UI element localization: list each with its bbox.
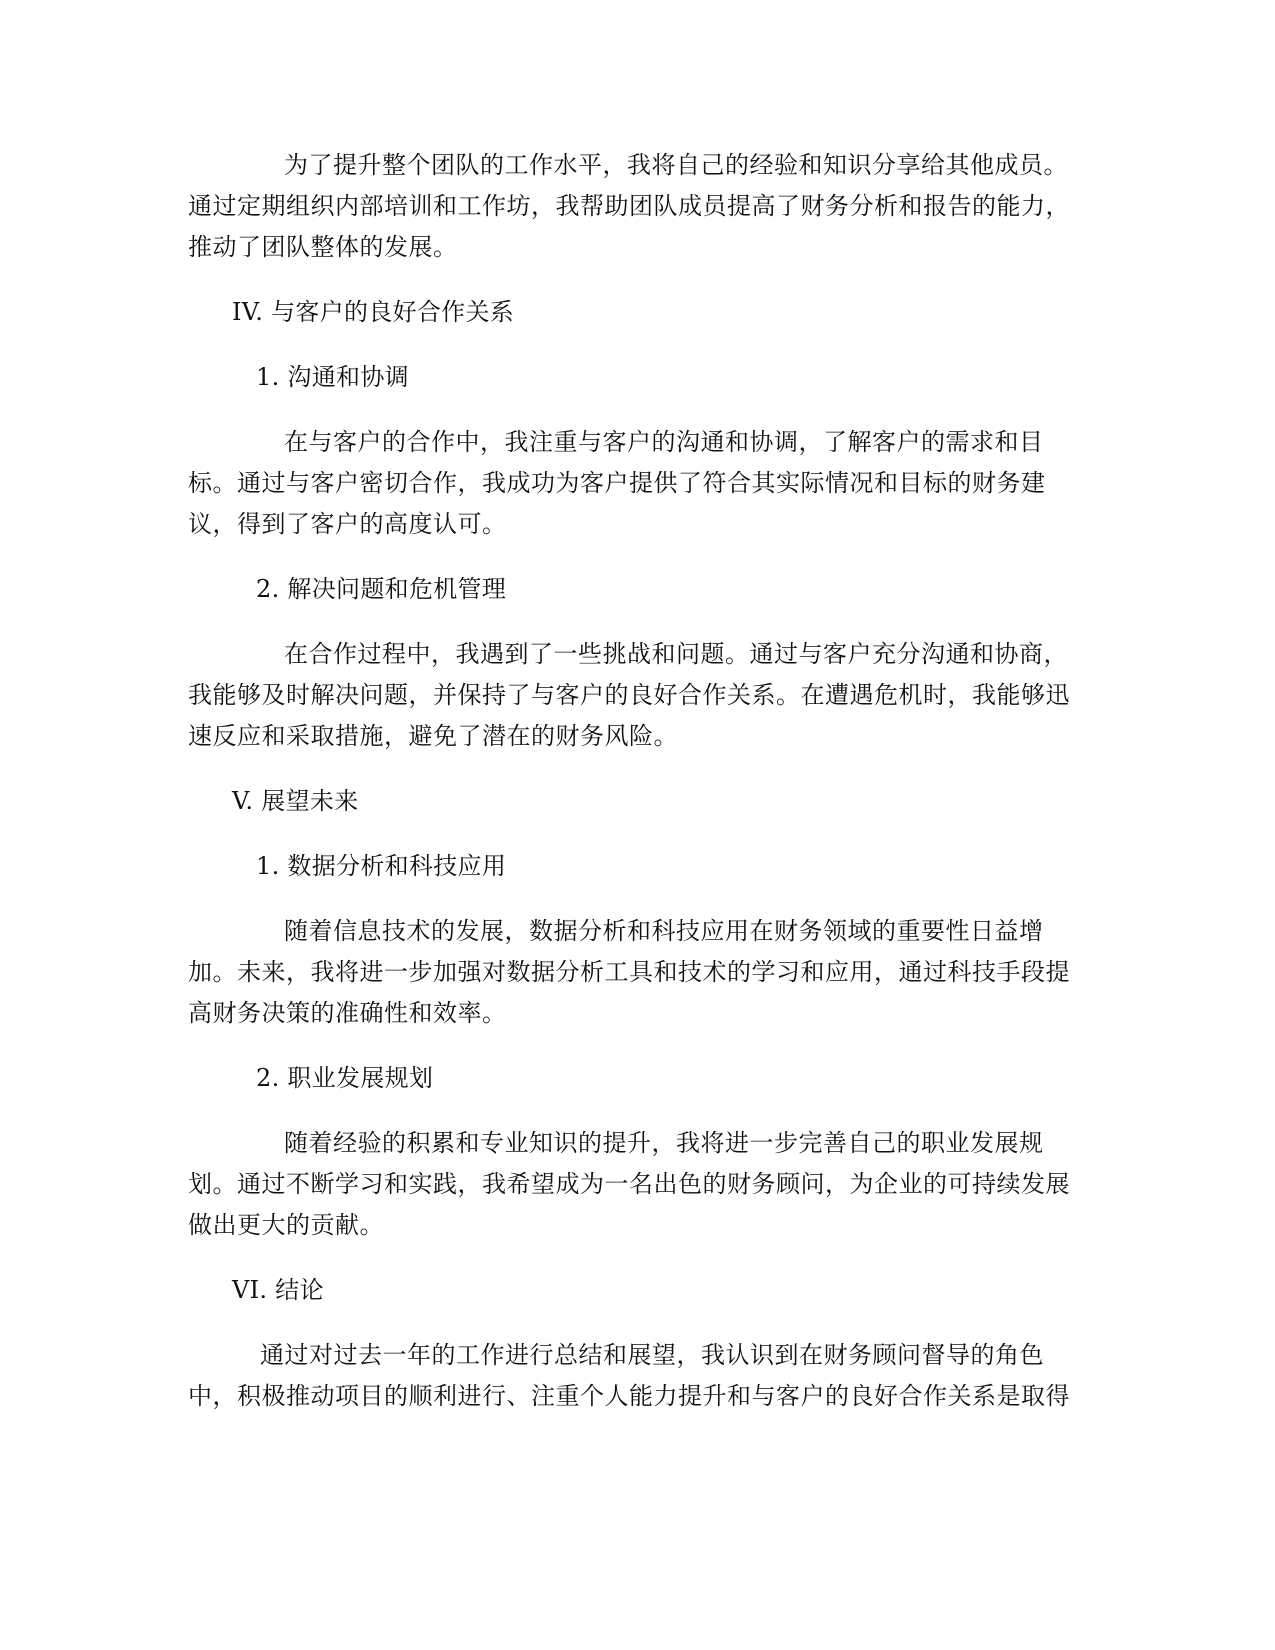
subsection-heading-crisis-management: 2. 解决问题和危机管理 bbox=[256, 575, 507, 603]
paragraph-conclusion: 通过对过去一年的工作进行总结和展望，我认识到在财务顾问督导的角色中，积极推动项目的顺利进行、注重个人能力提升和与客户的良好合作关系是取得 bbox=[188, 1341, 1070, 1410]
section-heading-conclusion: VI. 结论 bbox=[232, 1276, 324, 1304]
paragraph-team-sharing: 为了提升整个团队的工作水平，我将自己的经验和知识分享给其他成员。通过定期组织内部培训和工作坊，我帮助团队成员提高了财务分析和报告的能力，推动了团队整体的发展。 bbox=[188, 151, 1070, 261]
paragraph-career-planning: 随着经验的积累和专业知识的提升，我将进一步完善自己的职业发展规划。通过不断学习和实践，我希望成为一名出色的财务顾问，为企业的可持续发展做出更大的贡献。 bbox=[188, 1129, 1070, 1239]
paragraph-data-analysis: 随着信息技术的发展，数据分析和科技应用在财务领域的重要性日益增加。未来，我将进一步加强对数据分析工具和技术的学习和应用，通过科技手段提高财务决策的准确性和效率。 bbox=[188, 917, 1070, 1027]
section-heading-outlook: V. 展望未来 bbox=[232, 787, 359, 815]
paragraph-crisis-management: 在合作过程中，我遇到了一些挑战和问题。通过与客户充分沟通和协商，我能够及时解决问题，并保持了与客户的良好合作关系。在遭遇危机时，我能够迅速反应和采取措施，避免了潜在的财务风险。 bbox=[188, 640, 1070, 750]
document-body bbox=[188, 145, 1088, 1441]
subsection-heading-communication: 1. 沟通和协调 bbox=[256, 363, 409, 391]
section-heading-client-relations: IV. 与客户的良好合作关系 bbox=[232, 298, 515, 326]
subsection-heading-data-analysis: 1. 数据分析和科技应用 bbox=[256, 852, 507, 880]
subsection-heading-career-planning: 2. 职业发展规划 bbox=[256, 1064, 434, 1092]
paragraph-communication: 在与客户的合作中，我注重与客户的沟通和协调，了解客户的需求和目标。通过与客户密切合作，我成功为客户提供了符合其实际情况和目标的财务建议，得到了客户的高度认可。 bbox=[188, 428, 1046, 538]
